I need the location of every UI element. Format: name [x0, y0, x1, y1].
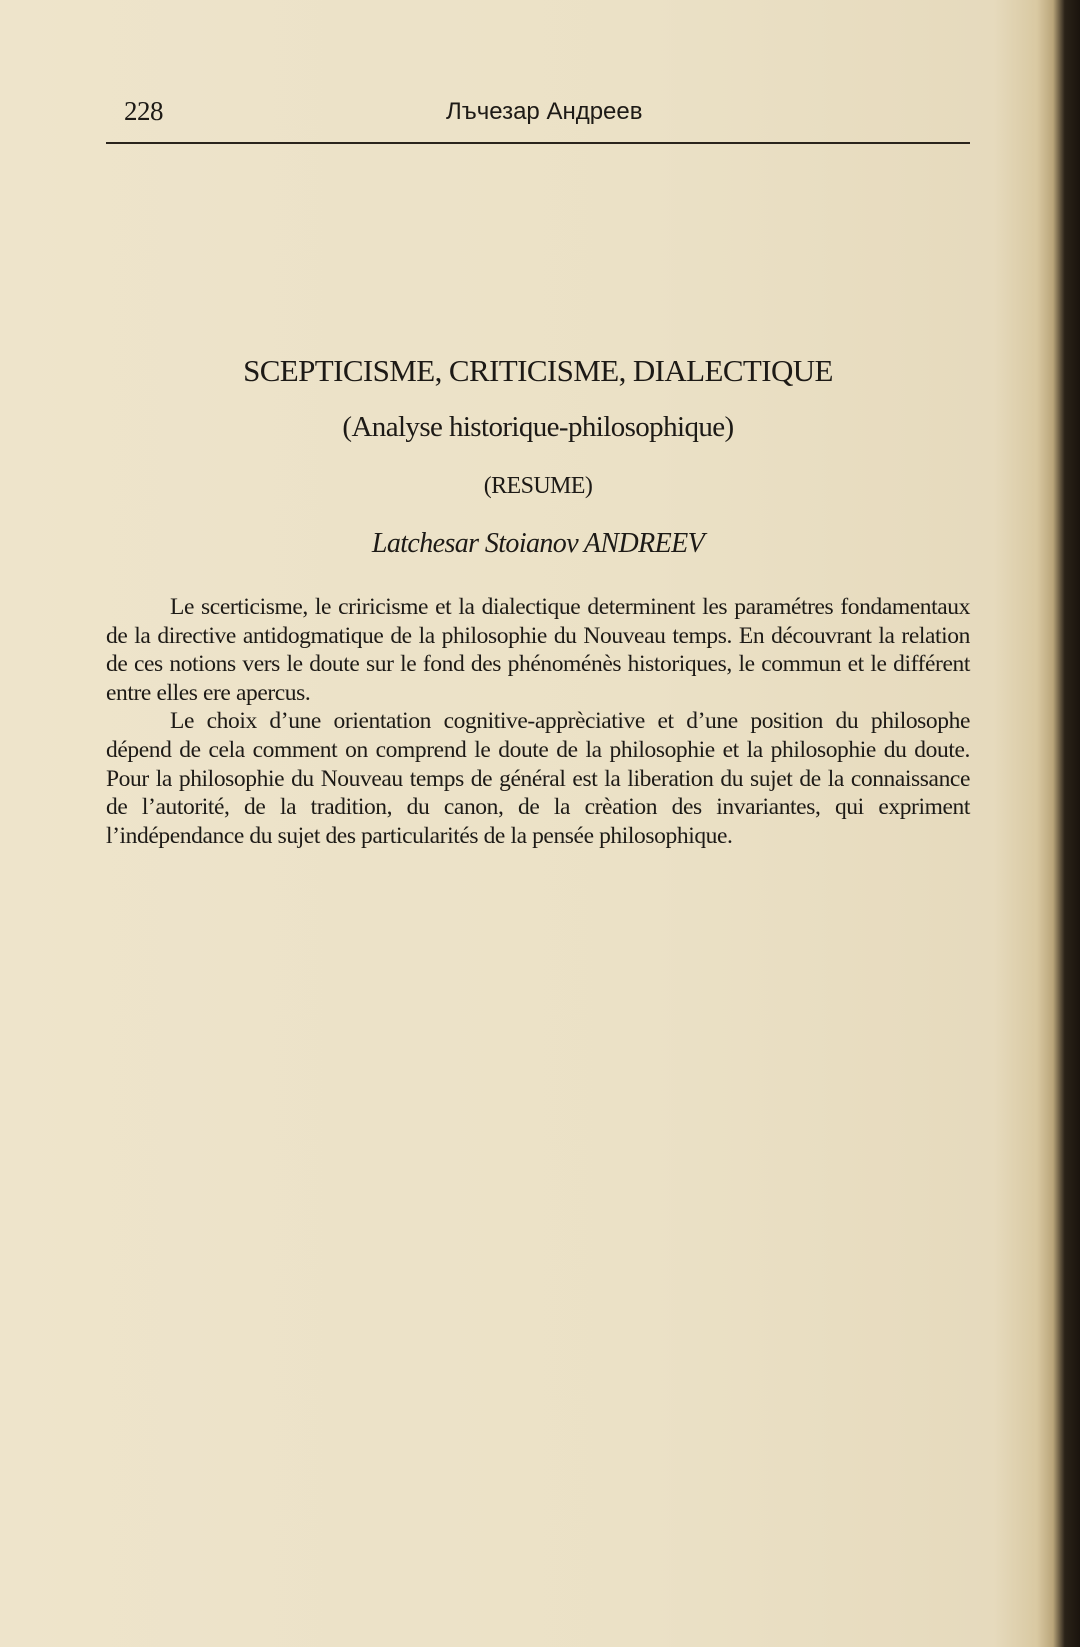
abstract-paragraph-1: Le scerticisme, le criricisme et la dialectique determinent les paramétres fondamentaux de la directive antidogmatique de la philosophie du Nouveau temps. En découvrant la relation de ces notions vers le doute sur le fond des phénoménès historiques, le commun et le différent entre elles ere apercus. [106, 594, 970, 706]
resume-label: (RESUME) [483, 473, 593, 499]
abstract-paragraph-2: Le choix d’une orientation cognitive-apprèciative et d’une position du philosophe dépend de cela comment on comprend le doute de la philosophie et la philosophie du doute. Pour la philosophie du Nouveau temps de général est la liberation du sujet de la connaissance de l’autorité, de la tradition, du canon, de la crèation des invariantes, qui expriment l’indépendance du sujet des particularités de la pensée philosophique. [106, 708, 970, 849]
abstract-body [106, 593, 970, 850]
running-head: Лъчезар Андреев [446, 98, 643, 125]
article-title: SCEPTICISME, CRITICISME, DIALECTIQUE [243, 353, 833, 388]
title-block [106, 350, 970, 564]
article-subtitle: (Analyse historique-philosophique) [342, 411, 734, 443]
page-number: 228 [124, 96, 163, 126]
author-name: Latchesar Stoianov ANDREEV [371, 528, 705, 559]
page-header [106, 92, 966, 142]
header-rule [106, 142, 970, 144]
